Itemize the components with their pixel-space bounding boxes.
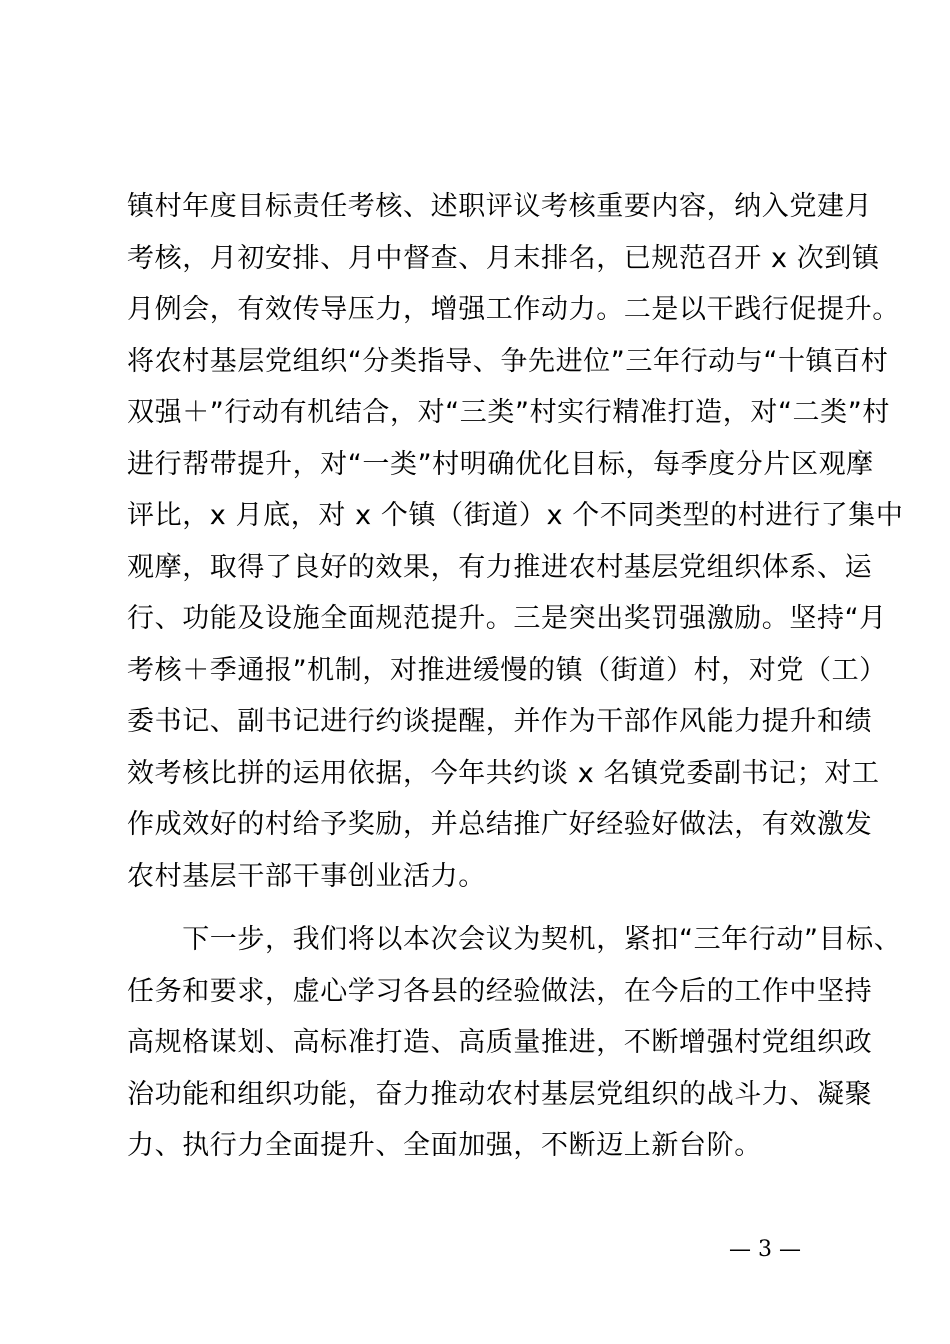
- text-line: 考核，月初安排、月中督查、月末排名，已规范召开 x 次到镇: [127, 242, 880, 274]
- text-line: 观摩，取得了良好的效果，有力推进农村基层党组织体系、运: [127, 551, 873, 583]
- text-line: 治功能和组织功能，奋力推动农村基层党组织的战斗力、凝聚: [127, 1078, 873, 1110]
- text-line: 委书记、副书记进行约谈提醒，并作为干部作风能力提升和绩: [127, 706, 873, 737]
- text-line: 将农村基层党组织“分类指导、争先进位”三年行动与“十镇百村: [127, 345, 889, 377]
- text-line: 评比，x 月底，对 x 个镇（街道）x 个不同类型的村进行了集中: [127, 500, 904, 531]
- text-line: 任务和要求，虚心学习各县的经验做法，在今后的工作中坚持: [127, 975, 873, 1007]
- text-line: 行、功能及设施全面规范提升。三是突出奖罚强激励。坚持“月: [127, 603, 887, 634]
- text-line: 考核＋季通报”机制，对推进缓慢的镇（街道）村，对党（工）: [127, 654, 887, 686]
- paragraph-1: [127, 181, 904, 902]
- text-line: 下一步，我们将以本次会议为契机，紧扣“三年行动”目标、: [127, 924, 902, 955]
- text-line: 月例会，有效传导压力，增强工作动力。二是以干践行促提升。: [127, 294, 900, 325]
- text-line: 作成效好的村给予奖励，并总结推广好经验好做法，有效激发: [127, 809, 873, 840]
- paragraph-gap: [127, 902, 847, 914]
- paragraph-2: [127, 914, 902, 1172]
- text-line: 力、执行力全面提升、全面加强，不断迈上新台阶。: [127, 1130, 762, 1161]
- text-line: 双强＋”行动有机结合，对“三类”村实行精准打造，对“二类”村: [127, 397, 890, 428]
- text-line: 农村基层干部干事创业活力。: [127, 860, 486, 892]
- text-line: 进行帮带提升，对“一类”村明确优化目标，每季度分片区观摩: [127, 448, 874, 480]
- page-number: — 3 —: [729, 1237, 801, 1262]
- text-line: 效考核比拼的运用依据，今年共约谈 x 名镇党委副书记；对工: [127, 757, 880, 789]
- body-text: [127, 181, 904, 1172]
- text-line: 镇村年度目标责任考核、述职评议考核重要内容，纳入党建月: [127, 191, 873, 222]
- text-line: 高规格谋划、高标准打造、高质量推进，不断增强村党组织政: [127, 1027, 873, 1058]
